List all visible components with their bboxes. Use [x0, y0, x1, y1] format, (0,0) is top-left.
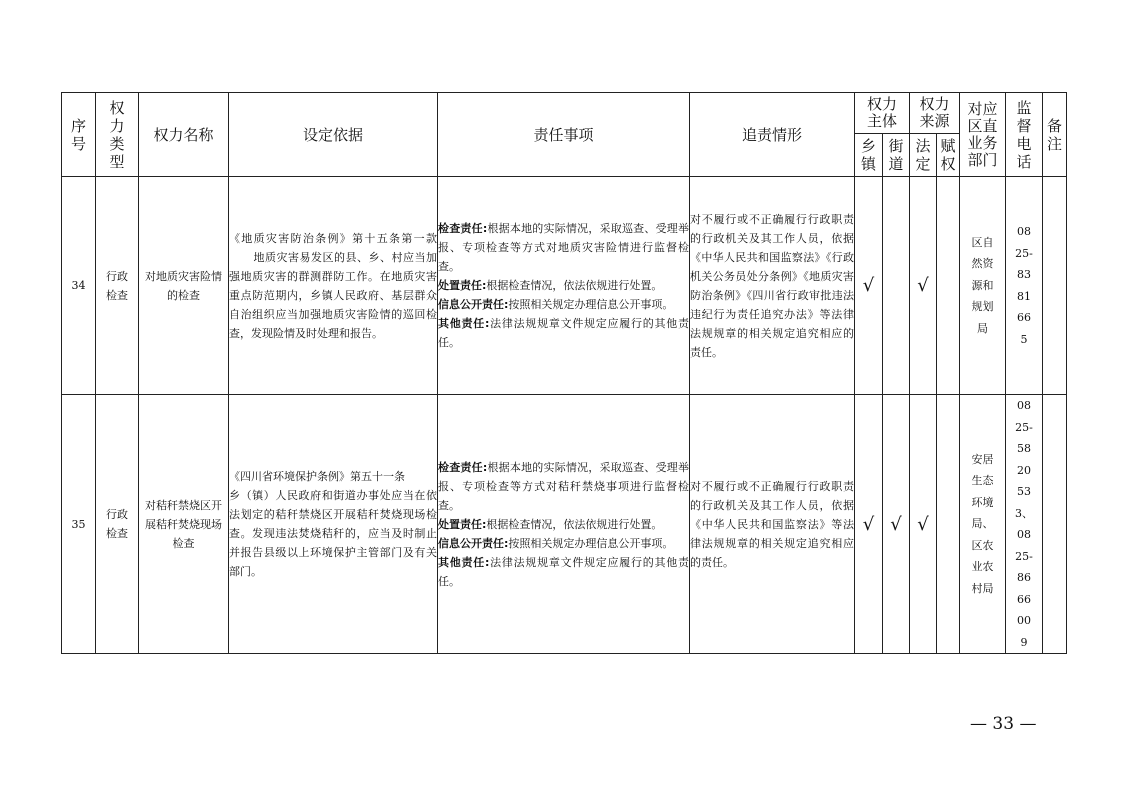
row-dept: 区自然资源和规划局 [960, 177, 1006, 395]
duty-check-label: 检查责任: [438, 222, 488, 235]
header-subject-street: 街道 [883, 134, 910, 177]
row-blame: 对不履行或不正确履行行政职责的行政机关及其工作人员，依据《中华人民共和国监察法》等法律法规规章的相关规定追究相应的责任。 [690, 395, 855, 654]
power-list-table [61, 92, 1067, 654]
row-phone: 0825-8381665 [1006, 177, 1043, 395]
row-phone: 0825-5820533、0825-8666009 [1006, 395, 1043, 654]
duty-handle-label: 处置责任: [438, 517, 487, 531]
row-legal-check: √ [910, 395, 937, 654]
duty-disclose-label: 信息公开责任: [438, 298, 509, 311]
header-seq: 序号 [62, 93, 96, 177]
row-seq: 34 [62, 177, 96, 395]
row-blame: 对不履行或不正确履行行政职责的行政机关及其工作人员，依据《中华人民共和国监察法》《行政机关公务员处分条例》《地质灾害防治条例》《四川省行政审批违法违纪行为责任追究办法》等法律法规规章的相关规定追究相应的责任。 [690, 177, 855, 395]
row-grant-check [937, 395, 960, 654]
row-dept: 安居生态环境局、区农业农村局 [960, 395, 1006, 654]
header-phone: 监督电话 [1006, 93, 1043, 177]
header-type: 权力类型 [96, 93, 139, 177]
header-blame: 追责情形 [690, 93, 855, 177]
header-row [62, 93, 1067, 134]
row-street-check [883, 177, 910, 395]
duty-handle-label: 处置责任: [438, 279, 487, 292]
header-basis: 设定依据 [229, 93, 438, 177]
row-seq: 35 [62, 395, 96, 654]
header-subject: 权力主体 [855, 93, 910, 134]
header-subject-town: 乡镇 [855, 134, 883, 177]
row-town-check: √ [855, 395, 883, 654]
header-source-grant: 赋权 [937, 134, 960, 177]
row-duty [438, 395, 690, 654]
row-street-check: √ [883, 395, 910, 654]
duty-other-label: 其他责任: [438, 555, 490, 569]
row-basis: 《四川省环境保护条例》第五十一条 乡（镇）人民政府和街道办事处应当在依法划定的秸秆禁烧区开展秸秆焚烧现场检查。发现违法焚烧秸秆的，应当及时制止并报告县级以上环境保护主管部门及有关部门。 [229, 395, 438, 654]
table-row [62, 395, 1067, 654]
header-source: 权力来源 [910, 93, 960, 134]
header-dept: 对应区直业务部门 [960, 93, 1006, 177]
row-grant-check [937, 177, 960, 395]
duty-other-text: 法律法规规章文件规定应履行的其他责任。 [438, 317, 689, 349]
row-legal-check: √ [910, 177, 937, 395]
row-name: 对秸秆禁烧区开展秸秆焚烧现场检查 [139, 395, 229, 654]
duty-handle-text: 根据检查情况，依法依规进行处置。 [486, 517, 663, 531]
row-basis: 《地质灾害防治条例》第十五条第一款地质灾害易发区的县、乡、村应当加强地质灾害的群测群防工作。在地质灾害重点防范期内，乡镇人民政府、基层群众自治组织应当加强地质灾害险情的巡回检查，发现险情及时处理和报告。 [229, 177, 438, 395]
duty-check-text: 根据本地的实际情况，采取巡查、受理举报、专项检查等方式对秸秆禁烧事项进行监督检查。 [438, 460, 689, 512]
table-row [62, 177, 1067, 395]
page-number: — 33 — [970, 714, 1037, 734]
duty-disclose-label: 信息公开责任: [438, 536, 509, 550]
row-remark [1043, 395, 1067, 654]
duty-disclose-text: 按照相关规定办理信息公开事项。 [508, 536, 674, 550]
row-remark [1043, 177, 1067, 395]
row-type: 行政检查 [96, 395, 139, 654]
row-type: 行政检查 [96, 177, 139, 395]
row-duty [438, 177, 690, 395]
header-duty: 责任事项 [438, 93, 690, 177]
duty-check-label: 检查责任: [438, 460, 488, 474]
duty-disclose-text: 按照相关规定办理信息公开事项。 [508, 298, 674, 311]
header-name: 权力名称 [139, 93, 229, 177]
duty-other-text: 法律法规规章文件规定应履行的其他责任。 [438, 555, 689, 588]
header-source-legal: 法定 [910, 134, 937, 177]
row-town-check: √ [855, 177, 883, 395]
header-remark: 备注 [1043, 93, 1067, 177]
row-name: 对地质灾害险情的检查 [139, 177, 229, 395]
duty-handle-text: 根据检查情况，依法依规进行处置。 [486, 279, 663, 292]
duty-other-label: 其他责任: [438, 317, 490, 330]
duty-check-text: 根据本地的实际情况，采取巡查、受理举报、专项检查等方式对地质灾害险情进行监督检查。 [438, 222, 689, 273]
